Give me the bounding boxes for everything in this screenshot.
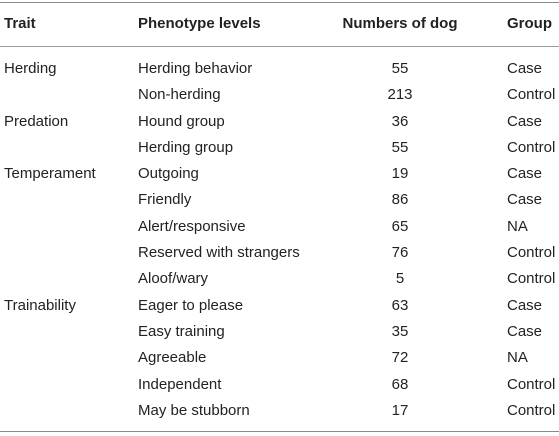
cell-number-of-dogs: 68 (391, 375, 409, 393)
table-row (0, 135, 559, 161)
table-row (0, 240, 559, 266)
cell-number-of-dogs: 5 (395, 270, 405, 288)
table-body (0, 56, 559, 424)
cell-number-of-dogs: 72 (391, 349, 409, 367)
cell-phenotype-level: Reserved with strangers (138, 244, 300, 262)
table-row (0, 293, 559, 319)
cell-phenotype-level: Agreeable (138, 349, 207, 367)
cell-number-of-dogs: 35 (391, 322, 409, 340)
cell-group: NA (507, 349, 528, 367)
header-trait: Trait (4, 15, 36, 32)
table-row (0, 82, 559, 108)
cell-group: Control (507, 375, 556, 393)
table-header-row (0, 2, 559, 46)
cell-phenotype-level: Eager to please (138, 296, 244, 314)
cell-phenotype-level: Friendly (138, 191, 192, 209)
cell-phenotype-level: Herding behavior (138, 60, 253, 77)
cell-number-of-dogs: 76 (391, 244, 409, 262)
cell-phenotype-level: Alert/responsive (138, 217, 246, 235)
cell-group: Case (507, 112, 543, 130)
cell-group: Case (507, 165, 543, 183)
header-group: Group (507, 15, 552, 32)
cell-phenotype-level: Easy training (138, 322, 225, 340)
cell-trait: Trainability (4, 296, 76, 314)
table-row (0, 109, 559, 135)
table-header-rule (0, 46, 559, 47)
table-row (0, 345, 559, 371)
table-row (0, 187, 559, 213)
cell-number-of-dogs: 17 (391, 401, 409, 419)
cell-number-of-dogs: 55 (391, 138, 409, 156)
cell-group: NA (507, 217, 528, 235)
cell-phenotype-level: Aloof/wary (138, 270, 209, 288)
cell-phenotype-level: Non-herding (138, 86, 221, 104)
cell-group: Control (507, 401, 556, 419)
cell-number-of-dogs: 65 (391, 217, 409, 235)
cell-trait: Predation (4, 112, 69, 130)
cell-phenotype-level: Outgoing (138, 165, 199, 183)
cell-number-of-dogs: 55 (391, 60, 409, 77)
table-row (0, 161, 559, 187)
table-row (0, 214, 559, 240)
table-row (0, 56, 559, 82)
cell-number-of-dogs: 63 (391, 296, 409, 314)
cell-group: Case (507, 191, 543, 209)
table-row (0, 266, 559, 292)
cell-group: Control (507, 244, 556, 262)
cell-group: Case (507, 296, 543, 314)
header-numbers-of-dog: Numbers of dog (342, 15, 458, 32)
table-row (0, 398, 559, 424)
cell-group: Control (507, 270, 556, 288)
cell-phenotype-level: Herding group (138, 138, 234, 156)
table-row (0, 372, 559, 398)
cell-group: Case (507, 60, 543, 77)
cell-number-of-dogs: 19 (391, 165, 409, 183)
cell-trait: Temperament (4, 165, 96, 183)
cell-number-of-dogs: 36 (391, 112, 409, 130)
cell-group: Case (507, 322, 543, 340)
cell-group: Control (507, 138, 556, 156)
cell-phenotype-level: Independent (138, 375, 222, 393)
cell-phenotype-level: Hound group (138, 112, 225, 130)
cell-number-of-dogs: 213 (387, 86, 413, 104)
cell-phenotype-level: May be stubborn (138, 401, 250, 419)
header-phenotype-levels: Phenotype levels (138, 15, 261, 32)
cell-group: Control (507, 86, 556, 104)
cell-trait: Herding (4, 60, 57, 77)
table-bottom-rule (0, 431, 559, 432)
cell-number-of-dogs: 86 (391, 191, 409, 209)
table-row (0, 319, 559, 345)
